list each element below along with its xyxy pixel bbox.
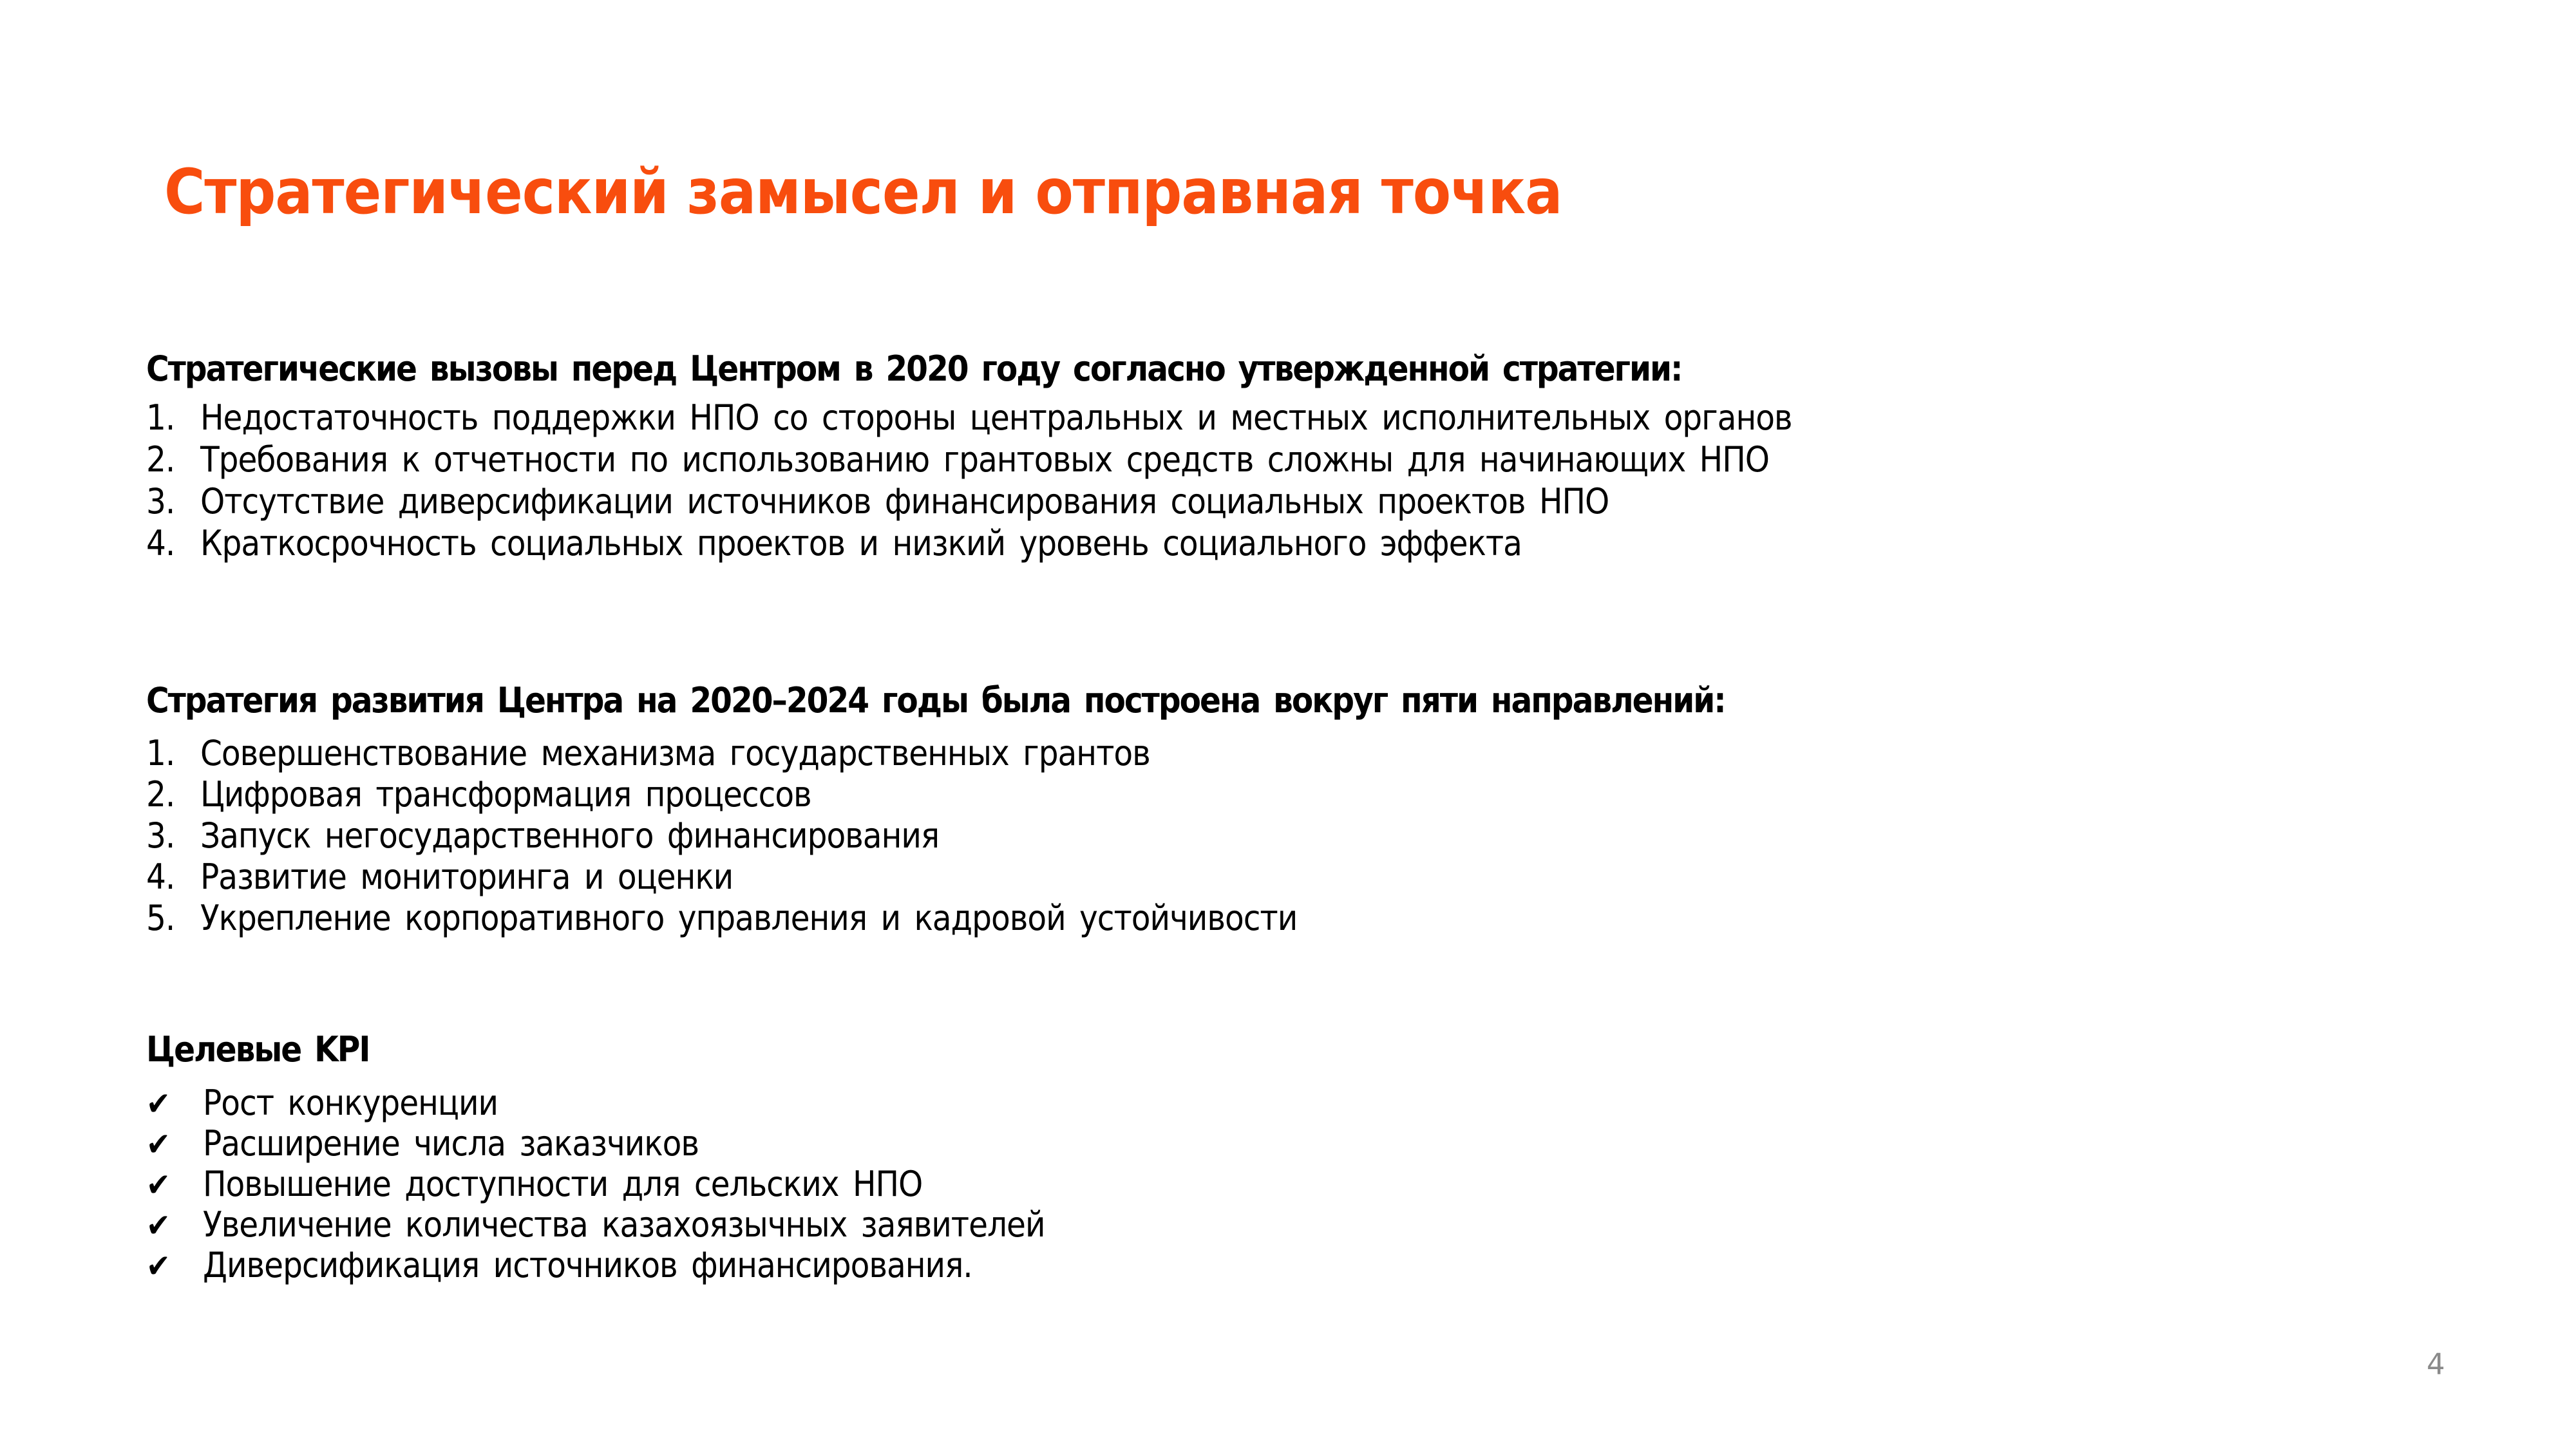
item-number: 2.: [146, 439, 175, 480]
item-text: Рост конкуренции: [203, 1083, 498, 1123]
check-icon: ✔: [146, 1247, 170, 1285]
item-text: Цифровая трансформация процессов: [200, 774, 811, 815]
item-number: 5.: [146, 898, 175, 938]
strategy-list: [146, 733, 1297, 939]
list-item: [146, 480, 1792, 522]
item-number: 3.: [146, 815, 175, 856]
item-text: Запуск негосударственного финансирования: [200, 815, 940, 856]
kpi-heading: Целевые KPI: [146, 1028, 370, 1070]
page-number: 4: [2427, 1347, 2445, 1381]
list-item: [146, 1205, 1045, 1245]
list-item: [146, 1124, 1045, 1164]
list-item: [146, 1164, 1045, 1205]
list-item: [146, 522, 1792, 564]
check-icon: ✔: [146, 1126, 170, 1163]
challenges-heading: Стратегические вызовы перед Центром в 2020 году согласно утвержденной стратегии:: [146, 348, 1682, 389]
item-text: Отсутствие диверсификации источников финансирования социальных проектов НПО: [200, 481, 1609, 522]
list-item: [146, 733, 1297, 774]
list-item: [146, 439, 1792, 480]
list-item: [146, 1245, 1045, 1286]
list-item: [146, 397, 1792, 439]
item-text: Недостаточность поддержки НПО со стороны центральных и местных исполнительных органов: [200, 397, 1792, 438]
slide-title: Стратегический замысел и отправная точка: [164, 156, 1562, 229]
list-item: [146, 774, 1297, 815]
check-icon: ✔: [146, 1166, 170, 1204]
item-text: Краткосрочность социальных проектов и низкий уровень социального эффекта: [200, 523, 1522, 564]
strategy-heading: Стратегия развития Центра на 2020–2024 годы была построена вокруг пяти направлений:: [146, 679, 1725, 721]
item-number: 2.: [146, 774, 175, 815]
item-number: 4.: [146, 857, 175, 897]
list-item: [146, 898, 1297, 939]
list-item: [146, 815, 1297, 857]
item-text: Совершенствование механизма государственных грантов: [200, 733, 1150, 773]
item-text: Диверсификация источников финансирования.: [203, 1245, 972, 1285]
item-text: Укрепление корпоративного управления и кадровой устойчивости: [200, 898, 1298, 938]
item-number: 3.: [146, 481, 175, 522]
item-number: 1.: [146, 733, 175, 773]
item-text: Увеличение количества казахоязычных заявителей: [203, 1204, 1045, 1245]
item-text: Развитие мониторинга и оценки: [200, 857, 734, 897]
check-icon: ✔: [146, 1085, 170, 1122]
item-text: Повышение доступности для сельских НПО: [203, 1164, 923, 1204]
list-item: [146, 1083, 1045, 1124]
check-icon: ✔: [146, 1207, 170, 1244]
challenges-list: [146, 397, 1792, 564]
item-text: Требования к отчетности по использованию грантовых средств сложны для начинающих НПО: [200, 439, 1769, 480]
list-item: [146, 857, 1297, 898]
item-number: 4.: [146, 523, 175, 564]
item-text: Расширение числа заказчиков: [203, 1123, 699, 1164]
item-number: 1.: [146, 397, 175, 438]
kpi-list: [146, 1083, 1045, 1286]
